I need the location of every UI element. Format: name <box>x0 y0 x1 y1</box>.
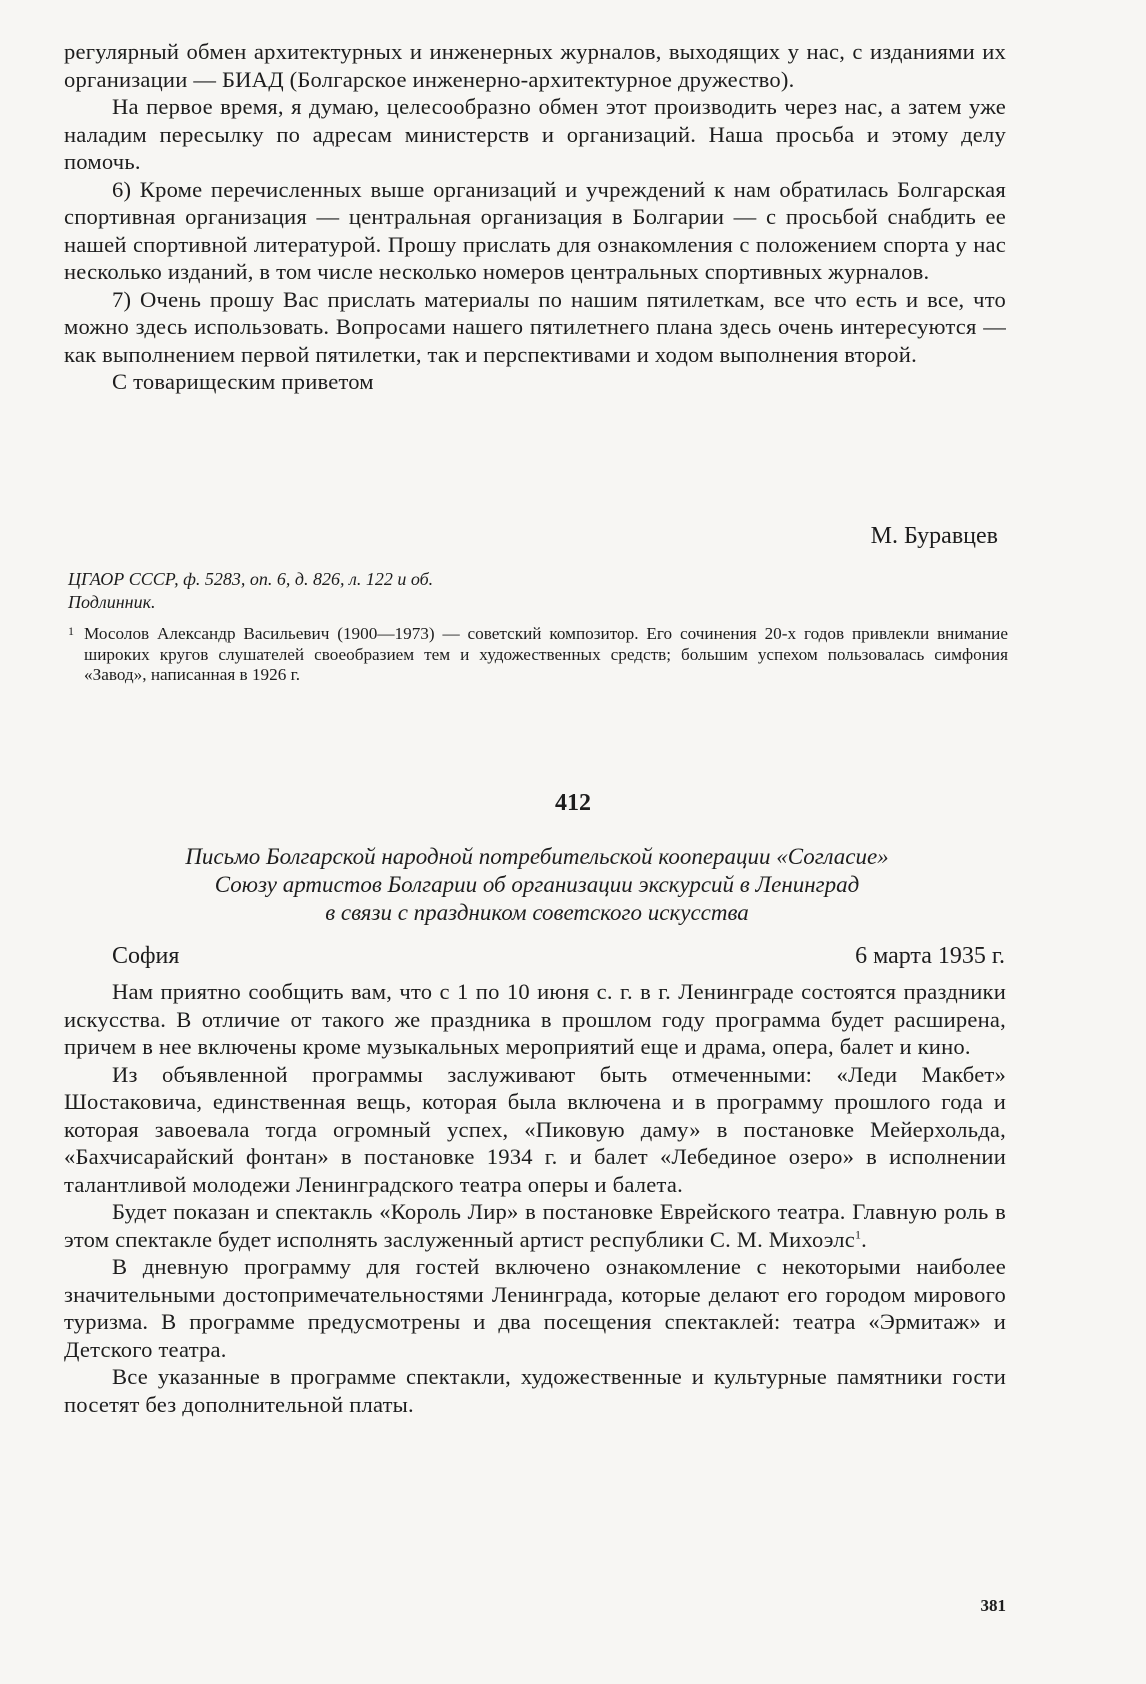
archive-note: Подлинник. <box>68 592 156 612</box>
signature: М. Буравцев <box>870 523 998 549</box>
paragraph: Все указанные в программе спектакли, художественные и культурные памятники гости посетят без дополнительной платы. <box>64 1364 1006 1417</box>
paragraph-text: Будет показан и спектакль «Король Лир» в постановке Еврейского театра. Главную роль в этом спектакле будет исполнять заслуженный артист республики С. М. Михоэлс <box>64 1199 1006 1252</box>
place-date-line <box>112 943 1005 970</box>
archive-ref-line: ЦГАОР СССР, ф. 5283, оп. 6, д. 826, л. 122 и об. <box>68 569 434 589</box>
page-number: 381 <box>980 1596 1006 1615</box>
paragraph: В дневную программу для гостей включено ознакомление с некоторыми наиболее значительными достопримечательностями Ленинграда, которые делают его городом мирового туризма. В программе предусмотрены и два посещения спектаклей: театра «Эрмитаж» и Детского театра. <box>64 1254 1006 1362</box>
closing-line: С товарищеским приветом <box>112 369 374 394</box>
paragraph: 6) Кроме перечисленных выше организаций и учреждений к нам обратилась Болгарская спортивная организация — центральная организация в Болгарии — с просьбой снабдить ее нашей спортивной литературой. Прошу прислать для ознакомления с положением спорта у нас несколько изданий, в том числе несколько номеров центральных спортивных журналов. <box>64 176 1006 284</box>
paragraph: Из объявленной программы заслуживают быть отмеченными: «Леди Макбет» Шостаковича, единственная вещь, которая была включена и в программу прошлого года и которая завоевала тогда огромный успех, «Пиковую даму» в постановке Мейерхольда, «Бахчисарайский фонтан» в постановке 1934 г. и балет «Лебединое озеро» в исполнении талантливой молодежи Ленинградского театра оперы и балета. <box>64 1061 1006 1197</box>
archive-reference <box>68 568 868 614</box>
title-line: Письмо Болгарской народной потребительской кооперации «Согласие» <box>185 844 889 869</box>
title-line: в связи с праздником советского искусства <box>325 900 749 925</box>
paragraph: На первое время, я думаю, целесообразно обмен этот производить через нас, а затем уже наладим пересылку по адресам министерств и организаций. Наша просьба и этому делу помочь. <box>64 94 1006 174</box>
document-number: 412 <box>555 790 591 816</box>
document-title <box>64 843 1010 927</box>
paragraph: 7) Очень прошу Вас прислать материалы по нашим пятилеткам, все что есть и все, что можно здесь использовать. Вопросами нашего пятилетнего плана здесь очень интересуются — как выполнением первой пятилетки, так и перспективами и ходом выполнения второй. <box>64 286 1006 367</box>
paragraph: регулярный обмен архитектурных и инженерных журналов, выходящих у нас, с изданиями их организации — БИАД (Болгарское инженерно-архитектурное дружество). <box>64 39 1006 92</box>
footnote <box>68 624 1008 686</box>
letter-continuation <box>64 38 1006 396</box>
paragraph: Будет показан и спектакль «Король Лир» в постановке Еврейского театра. Главную роль в этом спектакле будет исполнять заслуженный артист республики С. М. Михоэлс$^1$. <box>64 1199 1006 1252</box>
footnote-text: Мосолов Александр Васильевич (1900—1973) — советский композитор. Его сочинения 20-х годов привлекли внимание широких кругов слушателей своеобразием тем и художественных средств; большим успехом пользовалась симфония «Завод», написанная в 1926 г. <box>84 624 1008 684</box>
place: София <box>112 943 180 969</box>
footnote-ref: 1 <box>854 1226 862 1241</box>
title-line: Союзу артистов Болгарии об организации экскурсий в Ленинград <box>214 872 860 897</box>
date: 6 марта 1935 г. <box>855 943 1005 969</box>
footnote-mark: 1 <box>68 624 74 638</box>
paragraph: Нам приятно сообщить вам, что с 1 по 10 июня с. г. в г. Ленинграде состоятся праздники искусства. В отличие от такого же праздника в прошлом году программа будет расширена, причем в нее включены кроме музыкальных мероприятий еще и драма, опера, балет и кино. <box>64 979 1006 1059</box>
letter-body <box>64 978 1006 1418</box>
